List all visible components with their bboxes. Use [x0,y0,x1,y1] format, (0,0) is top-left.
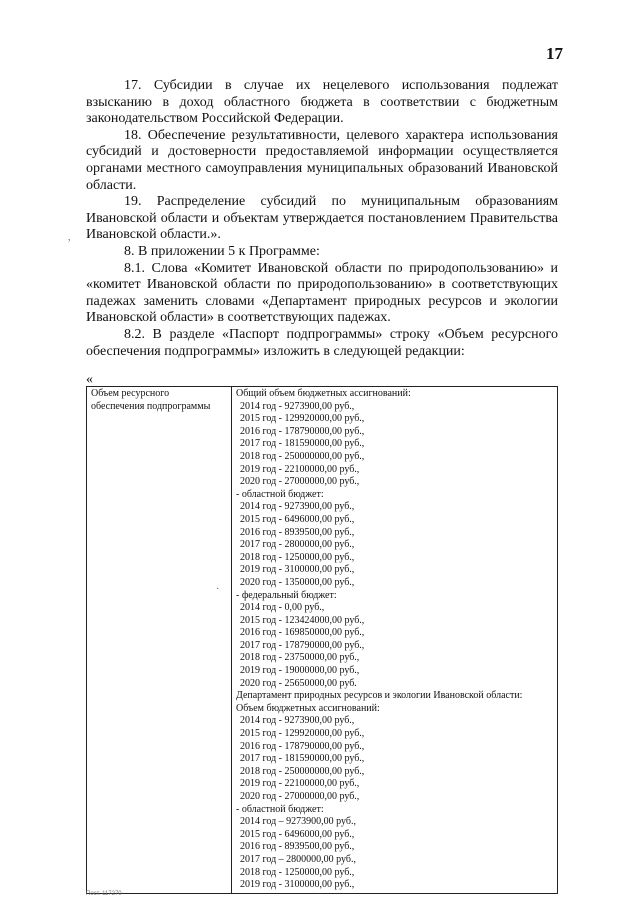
table-line: 2018 год - 1250000,00 руб., [240,866,355,878]
table-line: 2015 год - 6496000,00 руб., [240,513,355,525]
table-line: 2015 год - 129920000,00 руб., [240,728,365,740]
table-line: 2017 год - 181590000,00 руб., [240,438,365,450]
table-line: 2015 год - 6496000,00 руб., [240,828,355,840]
table-line: 2019 год - 19000000,00 руб., [240,665,360,677]
passport-table [86,386,558,894]
table-line: 2020 год - 25650000,00 руб. [240,677,357,689]
table-line: 2016 год - 169850000,00 руб., [240,627,365,639]
paragraph-18: 18. Обеспечение результативности, целевого характера использования субсидий и достоверности предоставляемой информации осуществляется органами местного самоуправления муниципальных образований Ивановской области. [86,127,558,193]
table-line: - областной бюджет: [236,803,324,815]
document-body [86,78,558,360]
table-line: 2016 год - 178790000,00 руб., [240,425,365,437]
paragraph-8-1: 8.1. Слова «Комитет Ивановской области по природопользованию» и «комитет Ивановской области по природопользованию» в соответствующих падежах заменить словами «Департамент природных ресурсов и экологии Ивановской области» в соответствующих падежах. [86,260,558,326]
table-label-cell [87,387,232,894]
table-line: 2016 год - 8939500,00 руб., [240,526,355,538]
opening-quote-mark: « [86,372,93,387]
table-line: Общий объем бюджетных ассигнований: [236,388,411,399]
table-line: 2019 год - 3100000,00 руб., [240,564,355,576]
table-line: 2017 год - 178790000,00 руб., [240,639,365,651]
table-row [87,387,558,894]
table-line: Департамент природных ресурсов и экологии Ивановской области: [236,690,523,702]
table-line: 2014 год - 9273900,00 руб., [240,400,355,412]
table-line: 2018 год - 250000000,00 руб., [240,450,365,462]
table-line: 2014 год – 9273900,00 руб., [240,816,356,828]
table-line: 2018 год - 23750000,00 руб., [240,652,360,664]
table-line: 2018 год - 1250000,00 руб., [240,551,355,563]
table-line: 2019 год - 22100000,00 руб., [240,463,360,475]
table-line: 2014 год - 9273900,00 руб., [240,715,355,727]
table-line: 2017 год - 181590000,00 руб., [240,753,365,765]
table-line: 2016 год - 8939500,00 руб., [240,841,355,853]
table-lines [236,388,553,892]
scan-speck: , [68,232,71,243]
paragraph-17: 17. Субсидии в случае их нецелевого использования подлежат взысканию в доход областного бюджета в соответствии с бюджетным законодательством Российской Федерации. [86,78,558,127]
page-number: 17 [546,44,563,63]
paragraph-19: 19. Распределение субсидий по муниципальным образованиям Ивановской области и объектам утверждается постановлением Правительства Ивановской области.». [86,194,558,243]
table-line: - федеральный бюджет: [236,589,337,601]
scan-speck: · [216,584,220,595]
paragraph-8: 8. В приложении 5 к Программе: [124,243,320,259]
table-line: 2015 год - 129920000,00 руб., [240,413,365,425]
table-line: 2020 год - 27000000,00 руб., [240,791,360,802]
table-line: 2019 год - 22100000,00 руб., [240,778,360,790]
table-line: 2016 год - 178790000,00 руб., [240,740,365,752]
table-line: 2017 год – 2800000,00 руб., [240,853,356,865]
table-label-text: Объем ресурсного обеспечения подпрограммы [91,388,211,412]
table-line: 2019 год - 3100000,00 руб., [240,879,355,891]
table-line: 2017 год - 2800000,00 руб., [240,539,355,551]
table-line: 2014 год - 9273900,00 руб., [240,501,355,513]
table-line: 2020 год - 1350000,00 руб., [240,576,355,588]
table-line: 2015 год - 123424000,00 руб., [240,614,365,626]
paragraph-8-2: 8.2. В разделе «Паспорт подпрограммы» строку «Объем ресурсного обеспечения подпрограммы» изложить в следующей редакции: [86,326,558,359]
table-line: 2020 год - 27000000,00 руб., [240,476,360,488]
table-line: - областной бюджет: [236,488,324,500]
table-line: Объем бюджетных ассигнований: [236,702,380,714]
table-value-cell [232,387,558,894]
footer-mark: Пост. 117270 [86,891,122,897]
table-line: 2018 год - 250000000,00 руб., [240,765,365,777]
table-line: 2014 год - 0,00 руб., [240,602,325,614]
